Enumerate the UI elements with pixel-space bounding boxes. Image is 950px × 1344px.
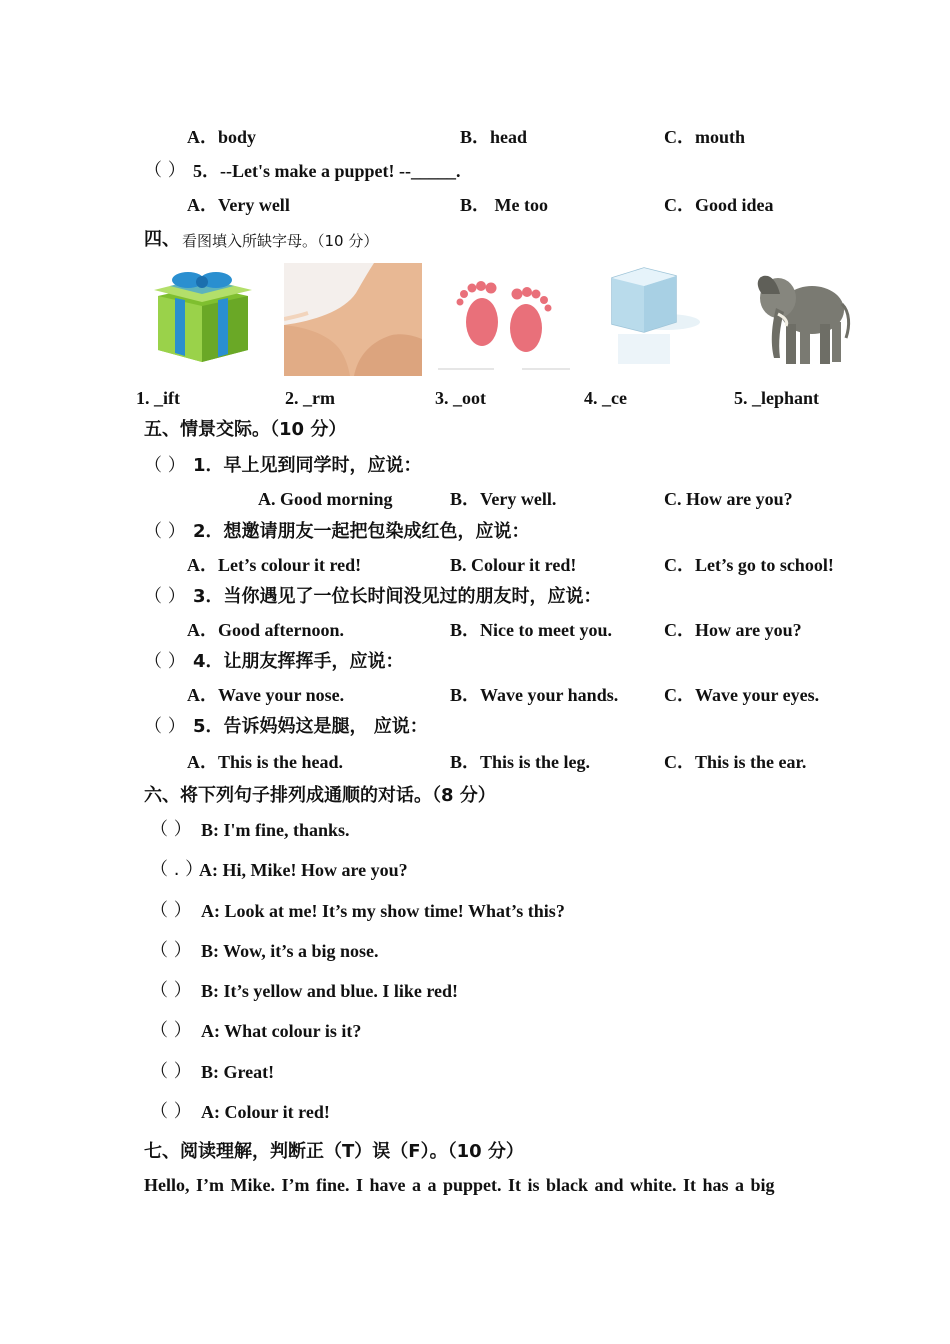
s5-q5-answer-paren[interactable]: （ ） xyxy=(144,716,186,737)
s6-line5-text: B: It’s yellow and blue. I like red! xyxy=(201,981,459,1001)
s5-q2-option-c: C．Let’s go to school! xyxy=(664,555,834,575)
s5-q4-option-a: A．Wave your nose. xyxy=(187,685,345,705)
s6-line8-answer-paren[interactable]: （ ） xyxy=(150,1101,192,1122)
s6-line5-answer-paren[interactable]: （ ） xyxy=(150,980,192,1001)
s5-q3-option-b: B．Nice to meet you. xyxy=(450,620,612,640)
picture-label-1: 1. _ift xyxy=(136,388,180,408)
q5-option-a: A．Very well xyxy=(187,195,290,215)
q5-stem: 5．--Let's make a puppet! --_____. xyxy=(193,161,461,181)
section4-title: 看图填入所缺字母。（10 分） xyxy=(182,232,379,250)
s5-q2-answer-paren[interactable]: （ ） xyxy=(144,521,186,542)
s6-line4-answer-paren[interactable]: （ ） xyxy=(150,940,192,961)
s6-line4-text: B: Wow, it’s a big nose. xyxy=(201,941,379,961)
s5-q2-option-b: B. Colour it red! xyxy=(450,555,577,575)
picture-label-5: 5. _lephant xyxy=(734,388,820,408)
s6-line6-answer-paren[interactable]: （ ） xyxy=(150,1020,192,1041)
section4-number: 四、 xyxy=(144,229,180,250)
s5-q4-option-c: C．Wave your eyes. xyxy=(664,685,820,705)
section5-title: 五、情景交际。（10 分） xyxy=(144,419,347,440)
s6-line2-text: A: Hi, Mike! How are you? xyxy=(199,860,408,880)
s5-q4-stem: 4．让朋友挥挥手，应说： xyxy=(193,651,404,672)
s5-q1-option-b: B．Very well. xyxy=(450,489,557,509)
s5-q1-option-c: C. How are you? xyxy=(664,489,793,509)
s6-line8-text: A: Colour it red! xyxy=(201,1102,330,1122)
q5-option-c: C．Good idea xyxy=(664,195,774,215)
footprints-icon xyxy=(434,266,574,374)
q4-option-c: C．mouth xyxy=(664,127,746,147)
elephant-icon xyxy=(752,264,856,370)
s5-q5-option-c: C．This is the ear. xyxy=(664,752,807,772)
s5-q3-answer-paren[interactable]: （ ） xyxy=(144,586,186,607)
s5-q1-stem: 1．早上见到同学时，应说： xyxy=(193,455,422,476)
s6-line1-answer-paren[interactable]: （ ） xyxy=(150,819,192,840)
s5-q2-option-a: A．Let’s colour it red! xyxy=(187,555,362,575)
q4-option-a: A．body xyxy=(187,127,257,147)
s5-q3-option-c: C．How are you? xyxy=(664,620,802,640)
s6-line7-text: B: Great! xyxy=(201,1062,275,1082)
s6-line3-text: A: Look at me! It’s my show time! What’s this? xyxy=(201,901,565,921)
section7-title: 七、阅读理解，判断正（T）误（F）。（10 分） xyxy=(144,1141,524,1162)
ice-cube-icon xyxy=(604,264,704,368)
s6-line2-answer-paren[interactable]: （ . ） xyxy=(150,859,204,880)
s6-line1-text: B: I'm fine, thanks. xyxy=(201,820,350,840)
s5-q3-option-a: A．Good afternoon. xyxy=(187,620,344,640)
s6-line6-text: A: What colour is it? xyxy=(201,1021,362,1041)
section6-title: 六、将下列句子排列成通顺的对话。（8 分） xyxy=(144,785,496,806)
s5-q3-stem: 3．当你遇见了一位长时间没见过的朋友时，应说： xyxy=(193,586,602,607)
s6-line3-answer-paren[interactable]: （ ） xyxy=(150,900,192,921)
s5-q1-option-a: A. Good morning xyxy=(258,489,393,509)
q4-option-b: B．head xyxy=(460,127,528,147)
s5-q4-answer-paren[interactable]: （ ） xyxy=(144,651,186,672)
s5-q5-stem: 5．告诉妈妈这是腿， 应说： xyxy=(193,716,428,737)
picture-label-4: 4. _ce xyxy=(584,388,627,408)
arm-icon xyxy=(284,263,422,376)
reading-passage: Hello, I’m Mike. I’m fine. I have a a puppet. It is black and white. It has a big xyxy=(144,1175,775,1195)
picture-label-2: 2. _rm xyxy=(285,388,335,408)
s5-q1-answer-paren[interactable]: （ ） xyxy=(144,455,186,476)
q5-answer-paren[interactable]: （ ） xyxy=(144,160,186,181)
s5-q5-option-b: B．This is the leg. xyxy=(450,752,591,772)
s5-q2-stem: 2．想邀请朋友一起把包染成红色，应说： xyxy=(193,521,530,542)
picture-label-3: 3. _oot xyxy=(435,388,486,408)
s5-q4-option-b: B．Wave your hands. xyxy=(450,685,619,705)
q5-option-b: B． Me too xyxy=(460,195,548,215)
s5-q5-option-a: A．This is the head. xyxy=(187,752,344,772)
gift-box-icon xyxy=(150,268,255,364)
s6-line7-answer-paren[interactable]: （ ） xyxy=(150,1061,192,1082)
